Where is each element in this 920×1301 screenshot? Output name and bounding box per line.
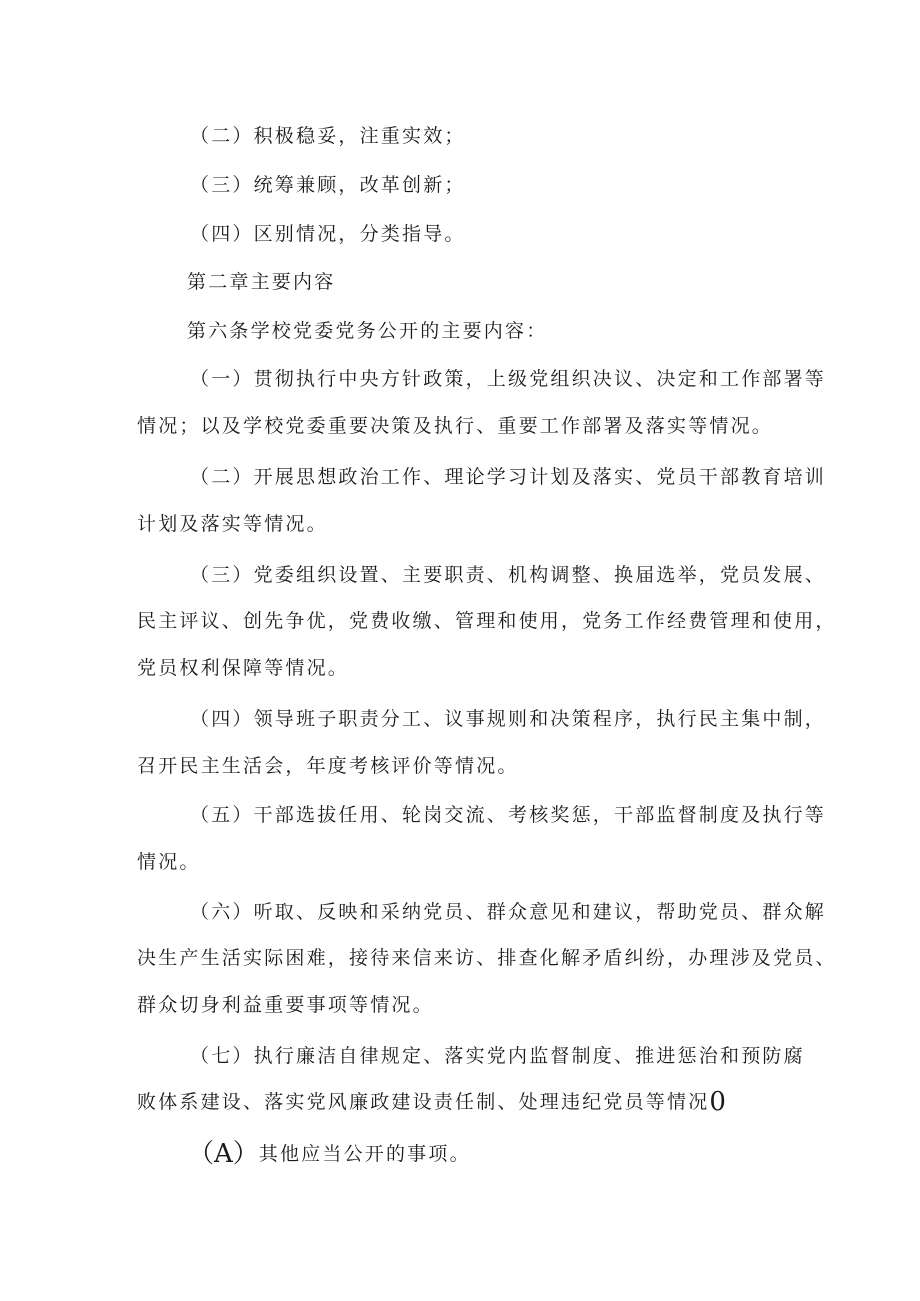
chapter-heading: 第二章主要内容 [187,271,336,293]
item-7-line-2-end: 0 [709,1087,726,1117]
item-6-line-1: （六）听取、反映和采纳党员、群众意见和建议，帮助党员、群众解 [190,901,827,923]
article-heading: 第六条学校党委党务公开的主要内容： [187,320,548,342]
item-7-line-2 [137,1087,726,1117]
item-4-line-2: 召开民主生活会，年度考核评价等情况。 [137,755,519,777]
principle-4: （四）区别情况，分类指导。 [190,223,466,245]
item-5-line-2: 情况。 [137,851,201,873]
item-6-line-2: 决生产生活实际困难，接待来信来访、排查化解矛盾纠纷，办理涉及党员、 [137,947,837,969]
item-2-line-1: （二）开展思想政治工作、理论学习计划及落实、党员干部教育培训 [190,466,827,488]
item-1-line-2: 情况；以及学校党委重要决策及执行、重要工作部署及落实等情况。 [137,415,774,437]
item-6-line-3: 群众切身利益重要事项等情况。 [137,994,434,1016]
item-2-line-2: 计划及落实等情况。 [137,513,328,535]
item-7-line-2-text: 败体系建设、落实党风廉政建设责任制、处理违纪党员等情况 [137,1091,710,1113]
item-5-line-1: （五）干部选拔任用、轮岗交流、考核奖惩，干部监督制度及执行等 [190,804,827,826]
principle-3: （三）统筹兼顾，改革创新； [190,174,466,196]
item-8-label: （A） [188,1139,259,1169]
item-8-line [188,1139,471,1169]
item-3-line-1: （三）党委组织设置、主要职责、机构调整、换届选举，党员发展、 [190,564,827,586]
item-3-line-2: 民主评议、创先争优，党费收缴、管理和使用，党务工作经费管理和使用， [137,610,837,632]
principle-2: （二）积极稳妥，注重实效； [190,125,466,147]
item-4-line-1: （四）领导班子职责分工、议事规则和决策程序，执行民主集中制， [190,708,827,730]
item-8-text: 其他应当公开的事项。 [258,1143,471,1165]
item-3-line-3: 党员权利保障等情况。 [137,657,350,679]
item-1-line-1: （一）贯彻执行中央方针政策，上级党组织决议、决定和工作部署等 [190,368,827,390]
item-7-line-1: （七）执行廉洁自律规定、落实党内监督制度、推进惩治和预防腐 [190,1045,805,1067]
